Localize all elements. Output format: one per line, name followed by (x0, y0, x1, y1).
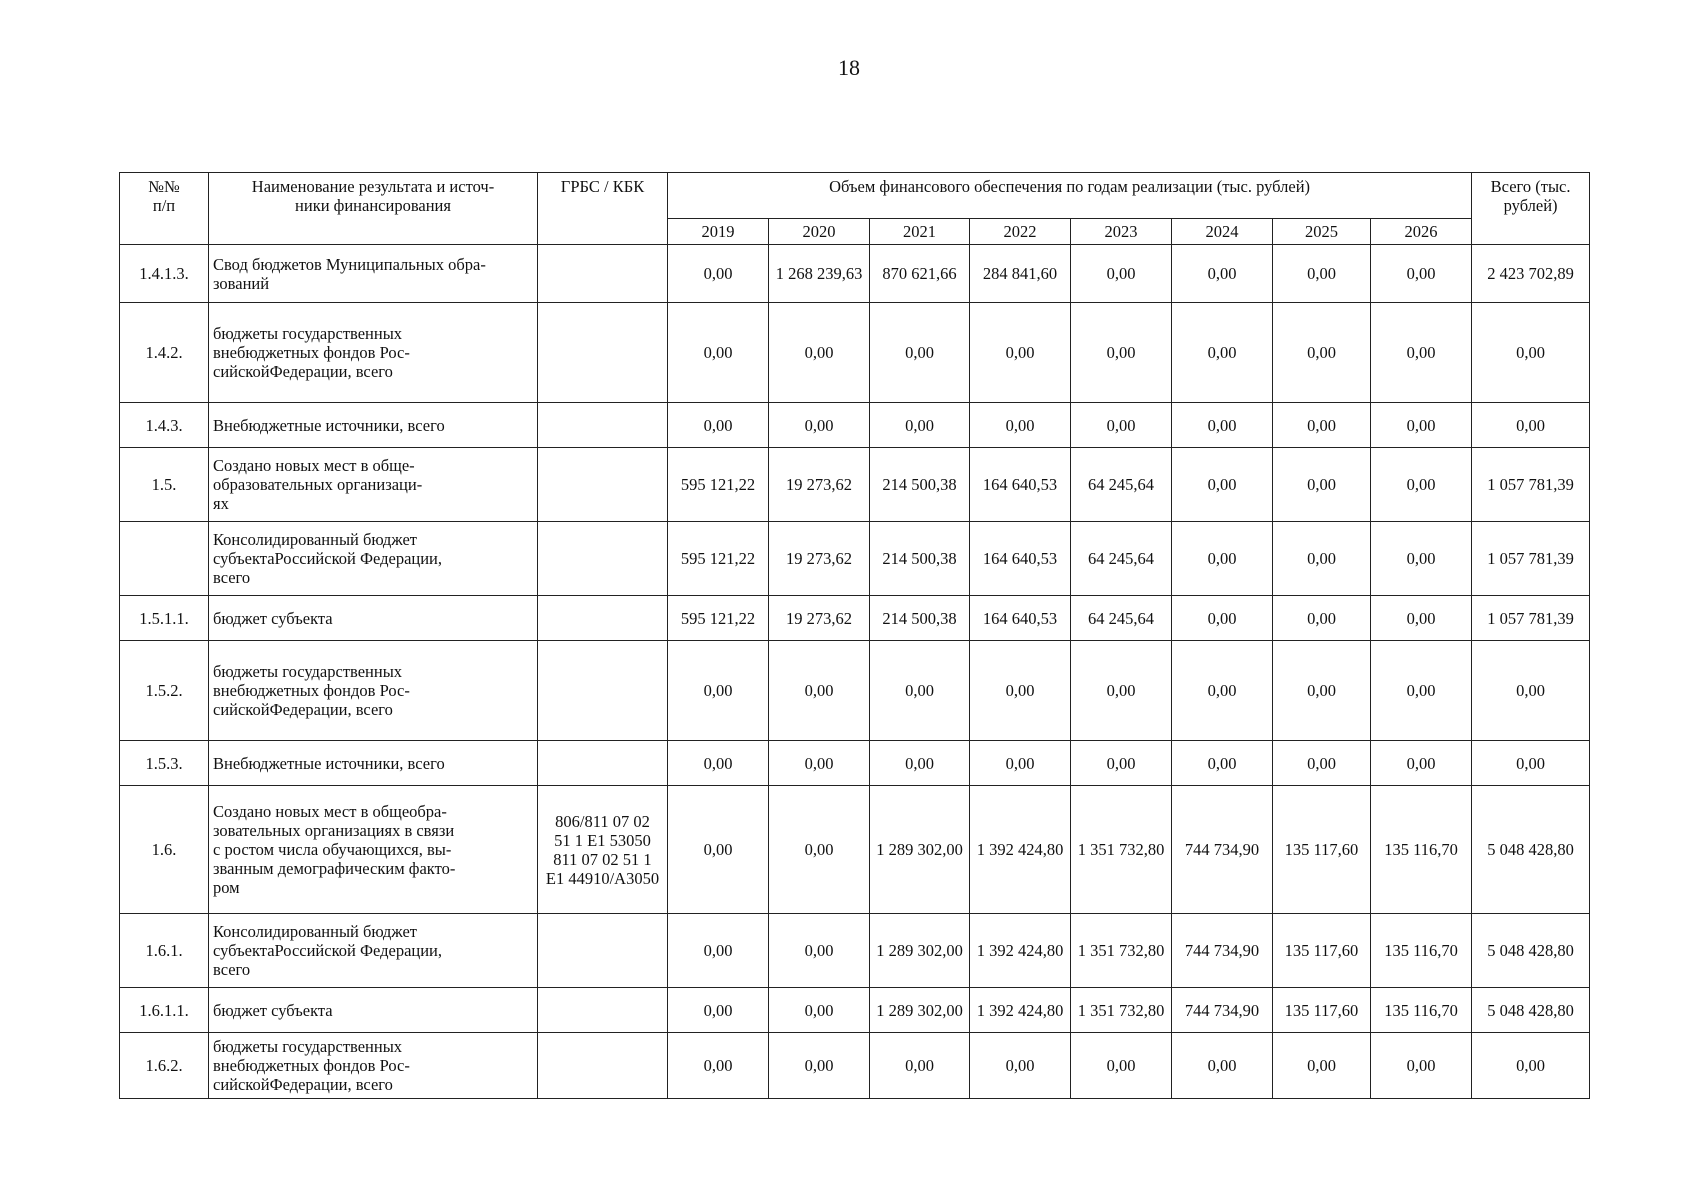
row-value-2024: 0,00 (1172, 245, 1273, 303)
row-name: Создано новых мест в обще- образовательных организаци- ях (209, 448, 538, 522)
row-value-2026: 0,00 (1371, 303, 1472, 403)
table-header (120, 173, 1590, 245)
row-value-2024: 0,00 (1172, 1033, 1273, 1099)
row-total: 1 057 781,39 (1472, 448, 1590, 522)
row-value-2024: 0,00 (1172, 596, 1273, 641)
header-kbk: ГРБС / КБК (538, 173, 668, 245)
row-name: бюджет субъекта (209, 596, 538, 641)
row-value-2019: 0,00 (668, 988, 769, 1033)
row-number: 1.4.2. (120, 303, 209, 403)
row-value-2024: 0,00 (1172, 403, 1273, 448)
row-value-2025: 0,00 (1273, 522, 1371, 596)
row-value-2021: 0,00 (870, 1033, 970, 1099)
row-value-2020: 0,00 (769, 786, 870, 914)
row-value-2019: 595 121,22 (668, 522, 769, 596)
row-total: 1 057 781,39 (1472, 596, 1590, 641)
header-year: 2019 (668, 219, 769, 245)
row-value-2026: 0,00 (1371, 522, 1472, 596)
row-value-2020: 1 268 239,63 (769, 245, 870, 303)
row-value-2024: 0,00 (1172, 641, 1273, 741)
row-value-2021: 214 500,38 (870, 522, 970, 596)
row-value-2020: 0,00 (769, 303, 870, 403)
row-value-2019: 0,00 (668, 786, 769, 914)
table-row (120, 403, 1590, 448)
row-kbk (538, 741, 668, 786)
row-value-2022: 0,00 (970, 641, 1071, 741)
row-value-2023: 1 351 732,80 (1071, 786, 1172, 914)
row-number: 1.5. (120, 448, 209, 522)
row-kbk (538, 403, 668, 448)
row-total: 5 048 428,80 (1472, 786, 1590, 914)
header-year: 2023 (1071, 219, 1172, 245)
row-value-2023: 0,00 (1071, 303, 1172, 403)
header-name: Наименование результата и источ- ники финансирования (209, 173, 538, 245)
row-kbk (538, 448, 668, 522)
row-total: 0,00 (1472, 641, 1590, 741)
row-number: 1.6.1. (120, 914, 209, 988)
row-total: 2 423 702,89 (1472, 245, 1590, 303)
row-total: 0,00 (1472, 303, 1590, 403)
row-value-2021: 1 289 302,00 (870, 914, 970, 988)
row-value-2021: 1 289 302,00 (870, 786, 970, 914)
table-row (120, 245, 1590, 303)
row-value-2023: 0,00 (1071, 403, 1172, 448)
row-value-2020: 0,00 (769, 914, 870, 988)
header-year: 2022 (970, 219, 1071, 245)
row-value-2023: 0,00 (1071, 1033, 1172, 1099)
row-name: Консолидированный бюджет субъектаРоссийской Федерации, всего (209, 522, 538, 596)
header-year: 2024 (1172, 219, 1273, 245)
row-kbk (538, 596, 668, 641)
row-kbk (538, 1033, 668, 1099)
row-kbk (538, 522, 668, 596)
row-value-2021: 0,00 (870, 403, 970, 448)
row-number: 1.4.3. (120, 403, 209, 448)
row-value-2025: 0,00 (1273, 596, 1371, 641)
row-kbk (538, 914, 668, 988)
row-total: 5 048 428,80 (1472, 988, 1590, 1033)
row-value-2020: 0,00 (769, 403, 870, 448)
row-name: бюджеты государственных внебюджетных фондов Рос- сийскойФедерации, всего (209, 641, 538, 741)
table-row (120, 448, 1590, 522)
header-volume: Объем финансового обеспечения по годам реализации (тыс. рублей) (668, 173, 1472, 219)
row-value-2025: 0,00 (1273, 448, 1371, 522)
row-value-2022: 0,00 (970, 741, 1071, 786)
row-value-2023: 1 351 732,80 (1071, 988, 1172, 1033)
row-value-2020: 0,00 (769, 1033, 870, 1099)
table-row (120, 641, 1590, 741)
row-value-2026: 135 116,70 (1371, 914, 1472, 988)
row-value-2019: 0,00 (668, 641, 769, 741)
row-value-2022: 0,00 (970, 403, 1071, 448)
row-value-2026: 0,00 (1371, 1033, 1472, 1099)
row-total: 0,00 (1472, 1033, 1590, 1099)
row-value-2020: 19 273,62 (769, 596, 870, 641)
row-value-2025: 0,00 (1273, 403, 1371, 448)
row-value-2024: 0,00 (1172, 522, 1273, 596)
row-number: 1.6. (120, 786, 209, 914)
row-kbk (538, 245, 668, 303)
row-name: Внебюджетные источники, всего (209, 741, 538, 786)
row-value-2023: 64 245,64 (1071, 448, 1172, 522)
row-value-2021: 870 621,66 (870, 245, 970, 303)
row-value-2019: 0,00 (668, 403, 769, 448)
row-value-2021: 0,00 (870, 303, 970, 403)
financing-table (119, 172, 1590, 1099)
row-value-2019: 0,00 (668, 303, 769, 403)
row-value-2023: 64 245,64 (1071, 596, 1172, 641)
row-value-2019: 0,00 (668, 245, 769, 303)
row-name: бюджеты государственных внебюджетных фондов Рос- сийскойФедерации, всего (209, 303, 538, 403)
row-total: 0,00 (1472, 403, 1590, 448)
row-number: 1.5.3. (120, 741, 209, 786)
row-value-2020: 19 273,62 (769, 448, 870, 522)
row-value-2019: 0,00 (668, 1033, 769, 1099)
row-value-2025: 135 117,60 (1273, 786, 1371, 914)
row-value-2021: 0,00 (870, 641, 970, 741)
row-value-2023: 0,00 (1071, 641, 1172, 741)
row-value-2026: 0,00 (1371, 448, 1472, 522)
row-number: 1.6.2. (120, 1033, 209, 1099)
row-value-2026: 0,00 (1371, 403, 1472, 448)
row-value-2023: 64 245,64 (1071, 522, 1172, 596)
header-year: 2025 (1273, 219, 1371, 245)
row-total: 1 057 781,39 (1472, 522, 1590, 596)
table-row (120, 303, 1590, 403)
page-number: 18 (838, 55, 860, 80)
row-kbk (538, 303, 668, 403)
row-value-2022: 284 841,60 (970, 245, 1071, 303)
row-value-2022: 0,00 (970, 1033, 1071, 1099)
row-value-2020: 19 273,62 (769, 522, 870, 596)
row-name: бюджет субъекта (209, 988, 538, 1033)
row-value-2020: 0,00 (769, 988, 870, 1033)
row-value-2025: 0,00 (1273, 641, 1371, 741)
row-name: Внебюджетные источники, всего (209, 403, 538, 448)
row-value-2024: 744 734,90 (1172, 988, 1273, 1033)
row-value-2026: 135 116,70 (1371, 786, 1472, 914)
row-value-2021: 1 289 302,00 (870, 988, 970, 1033)
row-number: 1.4.1.3. (120, 245, 209, 303)
row-value-2025: 0,00 (1273, 741, 1371, 786)
row-value-2025: 0,00 (1273, 245, 1371, 303)
row-value-2022: 164 640,53 (970, 448, 1071, 522)
table-row (120, 786, 1590, 914)
table-row (120, 741, 1590, 786)
row-value-2022: 164 640,53 (970, 522, 1071, 596)
row-value-2019: 595 121,22 (668, 596, 769, 641)
row-value-2025: 0,00 (1273, 303, 1371, 403)
row-value-2022: 1 392 424,80 (970, 988, 1071, 1033)
row-value-2026: 0,00 (1371, 641, 1472, 741)
row-name: Создано новых мест в общеобра- зовательных организациях в связи с ростом числа обучающихся, вы- званным демографическим факто- ром (209, 786, 538, 914)
row-value-2024: 744 734,90 (1172, 786, 1273, 914)
row-value-2026: 0,00 (1371, 741, 1472, 786)
table-body (120, 245, 1590, 1099)
row-number: 1.5.2. (120, 641, 209, 741)
table-row (120, 522, 1590, 596)
row-value-2025: 135 117,60 (1273, 914, 1371, 988)
row-number: 1.6.1.1. (120, 988, 209, 1033)
table-row (120, 914, 1590, 988)
row-value-2026: 135 116,70 (1371, 988, 1472, 1033)
header-year: 2021 (870, 219, 970, 245)
row-name: Консолидированный бюджет субъектаРоссийской Федерации, всего (209, 914, 538, 988)
row-value-2022: 164 640,53 (970, 596, 1071, 641)
row-value-2024: 0,00 (1172, 448, 1273, 522)
row-kbk (538, 988, 668, 1033)
row-total: 0,00 (1472, 741, 1590, 786)
header-total: Всего (тыс. рублей) (1472, 173, 1590, 245)
header-year: 2020 (769, 219, 870, 245)
row-value-2021: 214 500,38 (870, 596, 970, 641)
row-total: 5 048 428,80 (1472, 914, 1590, 988)
row-value-2019: 0,00 (668, 914, 769, 988)
row-value-2022: 0,00 (970, 303, 1071, 403)
row-value-2026: 0,00 (1371, 245, 1472, 303)
row-name: бюджеты государственных внебюджетных фондов Рос- сийскойФедерации, всего (209, 1033, 538, 1099)
header-year: 2026 (1371, 219, 1472, 245)
row-value-2024: 0,00 (1172, 303, 1273, 403)
row-name: Свод бюджетов Муниципальных обра- зований (209, 245, 538, 303)
row-value-2021: 214 500,38 (870, 448, 970, 522)
row-number (120, 522, 209, 596)
row-value-2023: 1 351 732,80 (1071, 914, 1172, 988)
row-value-2023: 0,00 (1071, 245, 1172, 303)
row-number: 1.5.1.1. (120, 596, 209, 641)
row-value-2022: 1 392 424,80 (970, 786, 1071, 914)
row-value-2019: 595 121,22 (668, 448, 769, 522)
row-value-2025: 135 117,60 (1273, 988, 1371, 1033)
row-value-2020: 0,00 (769, 741, 870, 786)
row-value-2022: 1 392 424,80 (970, 914, 1071, 988)
row-value-2024: 0,00 (1172, 741, 1273, 786)
row-value-2020: 0,00 (769, 641, 870, 741)
row-value-2019: 0,00 (668, 741, 769, 786)
row-kbk: 806/811 07 02 51 1 E1 53050 811 07 02 51 1 E1 44910/A3050 (538, 786, 668, 914)
row-value-2026: 0,00 (1371, 596, 1472, 641)
table-row (120, 988, 1590, 1033)
header-number: №№ п/п (120, 173, 209, 245)
row-value-2024: 744 734,90 (1172, 914, 1273, 988)
row-kbk (538, 641, 668, 741)
row-value-2023: 0,00 (1071, 741, 1172, 786)
row-value-2021: 0,00 (870, 741, 970, 786)
row-value-2025: 0,00 (1273, 1033, 1371, 1099)
table-row (120, 1033, 1590, 1099)
table-row (120, 596, 1590, 641)
